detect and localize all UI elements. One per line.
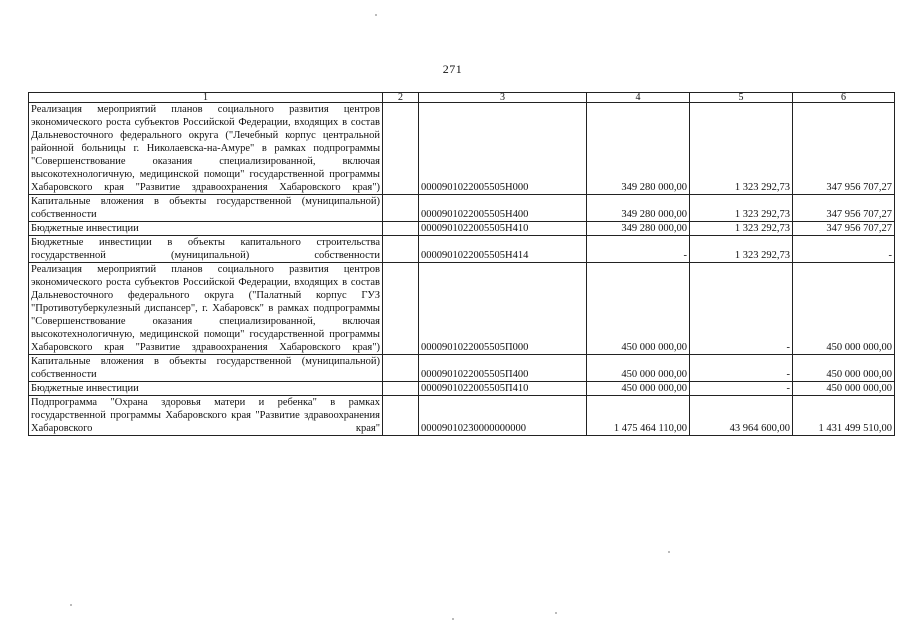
row-value-4: 349 280 000,00 <box>587 222 690 236</box>
row-value-5: 1 323 292,73 <box>690 195 793 222</box>
column-header: 1 <box>29 93 383 103</box>
row-value-4: 349 280 000,00 <box>587 103 690 195</box>
budget-table <box>28 92 895 436</box>
table-row <box>29 236 895 263</box>
page-number: 271 <box>442 62 463 76</box>
scan-speck <box>375 14 377 16</box>
row-value-4: 450 000 000,00 <box>587 355 690 382</box>
table-row <box>29 222 895 236</box>
row-value-6: 347 956 707,27 <box>793 195 895 222</box>
table-row <box>29 263 895 355</box>
scan-speck <box>452 618 454 620</box>
column-header: 2 <box>383 93 419 103</box>
row-value-4: - <box>587 236 690 263</box>
row-code: 00009010230000000000 <box>419 396 587 436</box>
row-value-5: - <box>690 355 793 382</box>
row-value-4: 450 000 000,00 <box>587 263 690 355</box>
column-header: 5 <box>690 93 793 103</box>
column-header: 3 <box>419 93 587 103</box>
scan-speck <box>668 551 670 553</box>
row-col2 <box>383 195 419 222</box>
table-row <box>29 195 895 222</box>
row-value-5: 43 964 600,00 <box>690 396 793 436</box>
table-row <box>29 382 895 396</box>
row-col2 <box>383 236 419 263</box>
row-value-6: 450 000 000,00 <box>793 382 895 396</box>
row-col2 <box>383 103 419 195</box>
row-name: Капитальные вложения в объекты государственной (муниципальной) собственности <box>29 195 383 222</box>
table-row <box>29 355 895 382</box>
scan-speck <box>70 604 72 606</box>
row-value-4: 1 475 464 110,00 <box>587 396 690 436</box>
column-header: 4 <box>587 93 690 103</box>
row-code: 0000901022005505Н000 <box>419 103 587 195</box>
table-row <box>29 103 895 195</box>
row-col2 <box>383 396 419 436</box>
row-value-6: 450 000 000,00 <box>793 355 895 382</box>
row-code: 0000901022005505Н414 <box>419 236 587 263</box>
row-value-6: 347 956 707,27 <box>793 103 895 195</box>
row-value-6: - <box>793 236 895 263</box>
column-header: 6 <box>793 93 895 103</box>
row-value-5: - <box>690 263 793 355</box>
row-value-4: 349 280 000,00 <box>587 195 690 222</box>
scan-speck <box>555 612 557 614</box>
row-col2 <box>383 382 419 396</box>
row-col2 <box>383 355 419 382</box>
row-value-5: 1 323 292,73 <box>690 222 793 236</box>
row-value-6: 450 000 000,00 <box>793 263 895 355</box>
row-name: Реализация мероприятий планов социального развития центров экономического роста субъектов Российской Федерации, входящих в состав Дальневосточного федерального округа ("Палатный корпус ГУЗ "Противотуберкулезный диспансер", г. Хабаровск" в рамках подпрограммы "Совершенствование оказания специализированной, включая высокотехнологичную, медицинской помощи" государственной программы Хабаровского края "Развитие здравоохранения Хабаровского края") <box>29 263 383 355</box>
row-name: Бюджетные инвестиции в объекты капитального строительства государственной (муниципальной) собственности <box>29 236 383 263</box>
row-code: 0000901022005505П400 <box>419 355 587 382</box>
row-name: Подпрограмма "Охрана здоровья матери и ребенка" в рамках государственной программы Хабаровского края "Развитие здравоохранения Хабаровского края" <box>29 396 383 436</box>
row-name: Бюджетные инвестиции <box>29 222 383 236</box>
row-name: Бюджетные инвестиции <box>29 382 383 396</box>
row-value-6: 347 956 707,27 <box>793 222 895 236</box>
row-name: Капитальные вложения в объекты государственной (муниципальной) собственности <box>29 355 383 382</box>
row-value-4: 450 000 000,00 <box>587 382 690 396</box>
row-col2 <box>383 222 419 236</box>
row-code: 0000901022005505Н410 <box>419 222 587 236</box>
table-row <box>29 396 895 436</box>
row-code: 0000901022005505Н400 <box>419 195 587 222</box>
row-name: Реализация мероприятий планов социального развития центров экономического роста субъектов Российской Федерации, входящих в состав Дальневосточного федерального округа ("Лечебный корпус центральной районной больницы г. Николаевска-на-Амуре" в рамках подпрограммы "Совершенствование оказания специализированной, включая высокотехнологичную, медицинской помощи" государственной программы Хабаровского края "Развитие здравоохранения Хабаровского края") <box>29 103 383 195</box>
row-code: 0000901022005505П410 <box>419 382 587 396</box>
row-value-5: - <box>690 382 793 396</box>
row-col2 <box>383 263 419 355</box>
row-value-5: 1 323 292,73 <box>690 236 793 263</box>
row-value-5: 1 323 292,73 <box>690 103 793 195</box>
row-value-6: 1 431 499 510,00 <box>793 396 895 436</box>
table-header-row <box>29 93 895 103</box>
row-code: 0000901022005505П000 <box>419 263 587 355</box>
